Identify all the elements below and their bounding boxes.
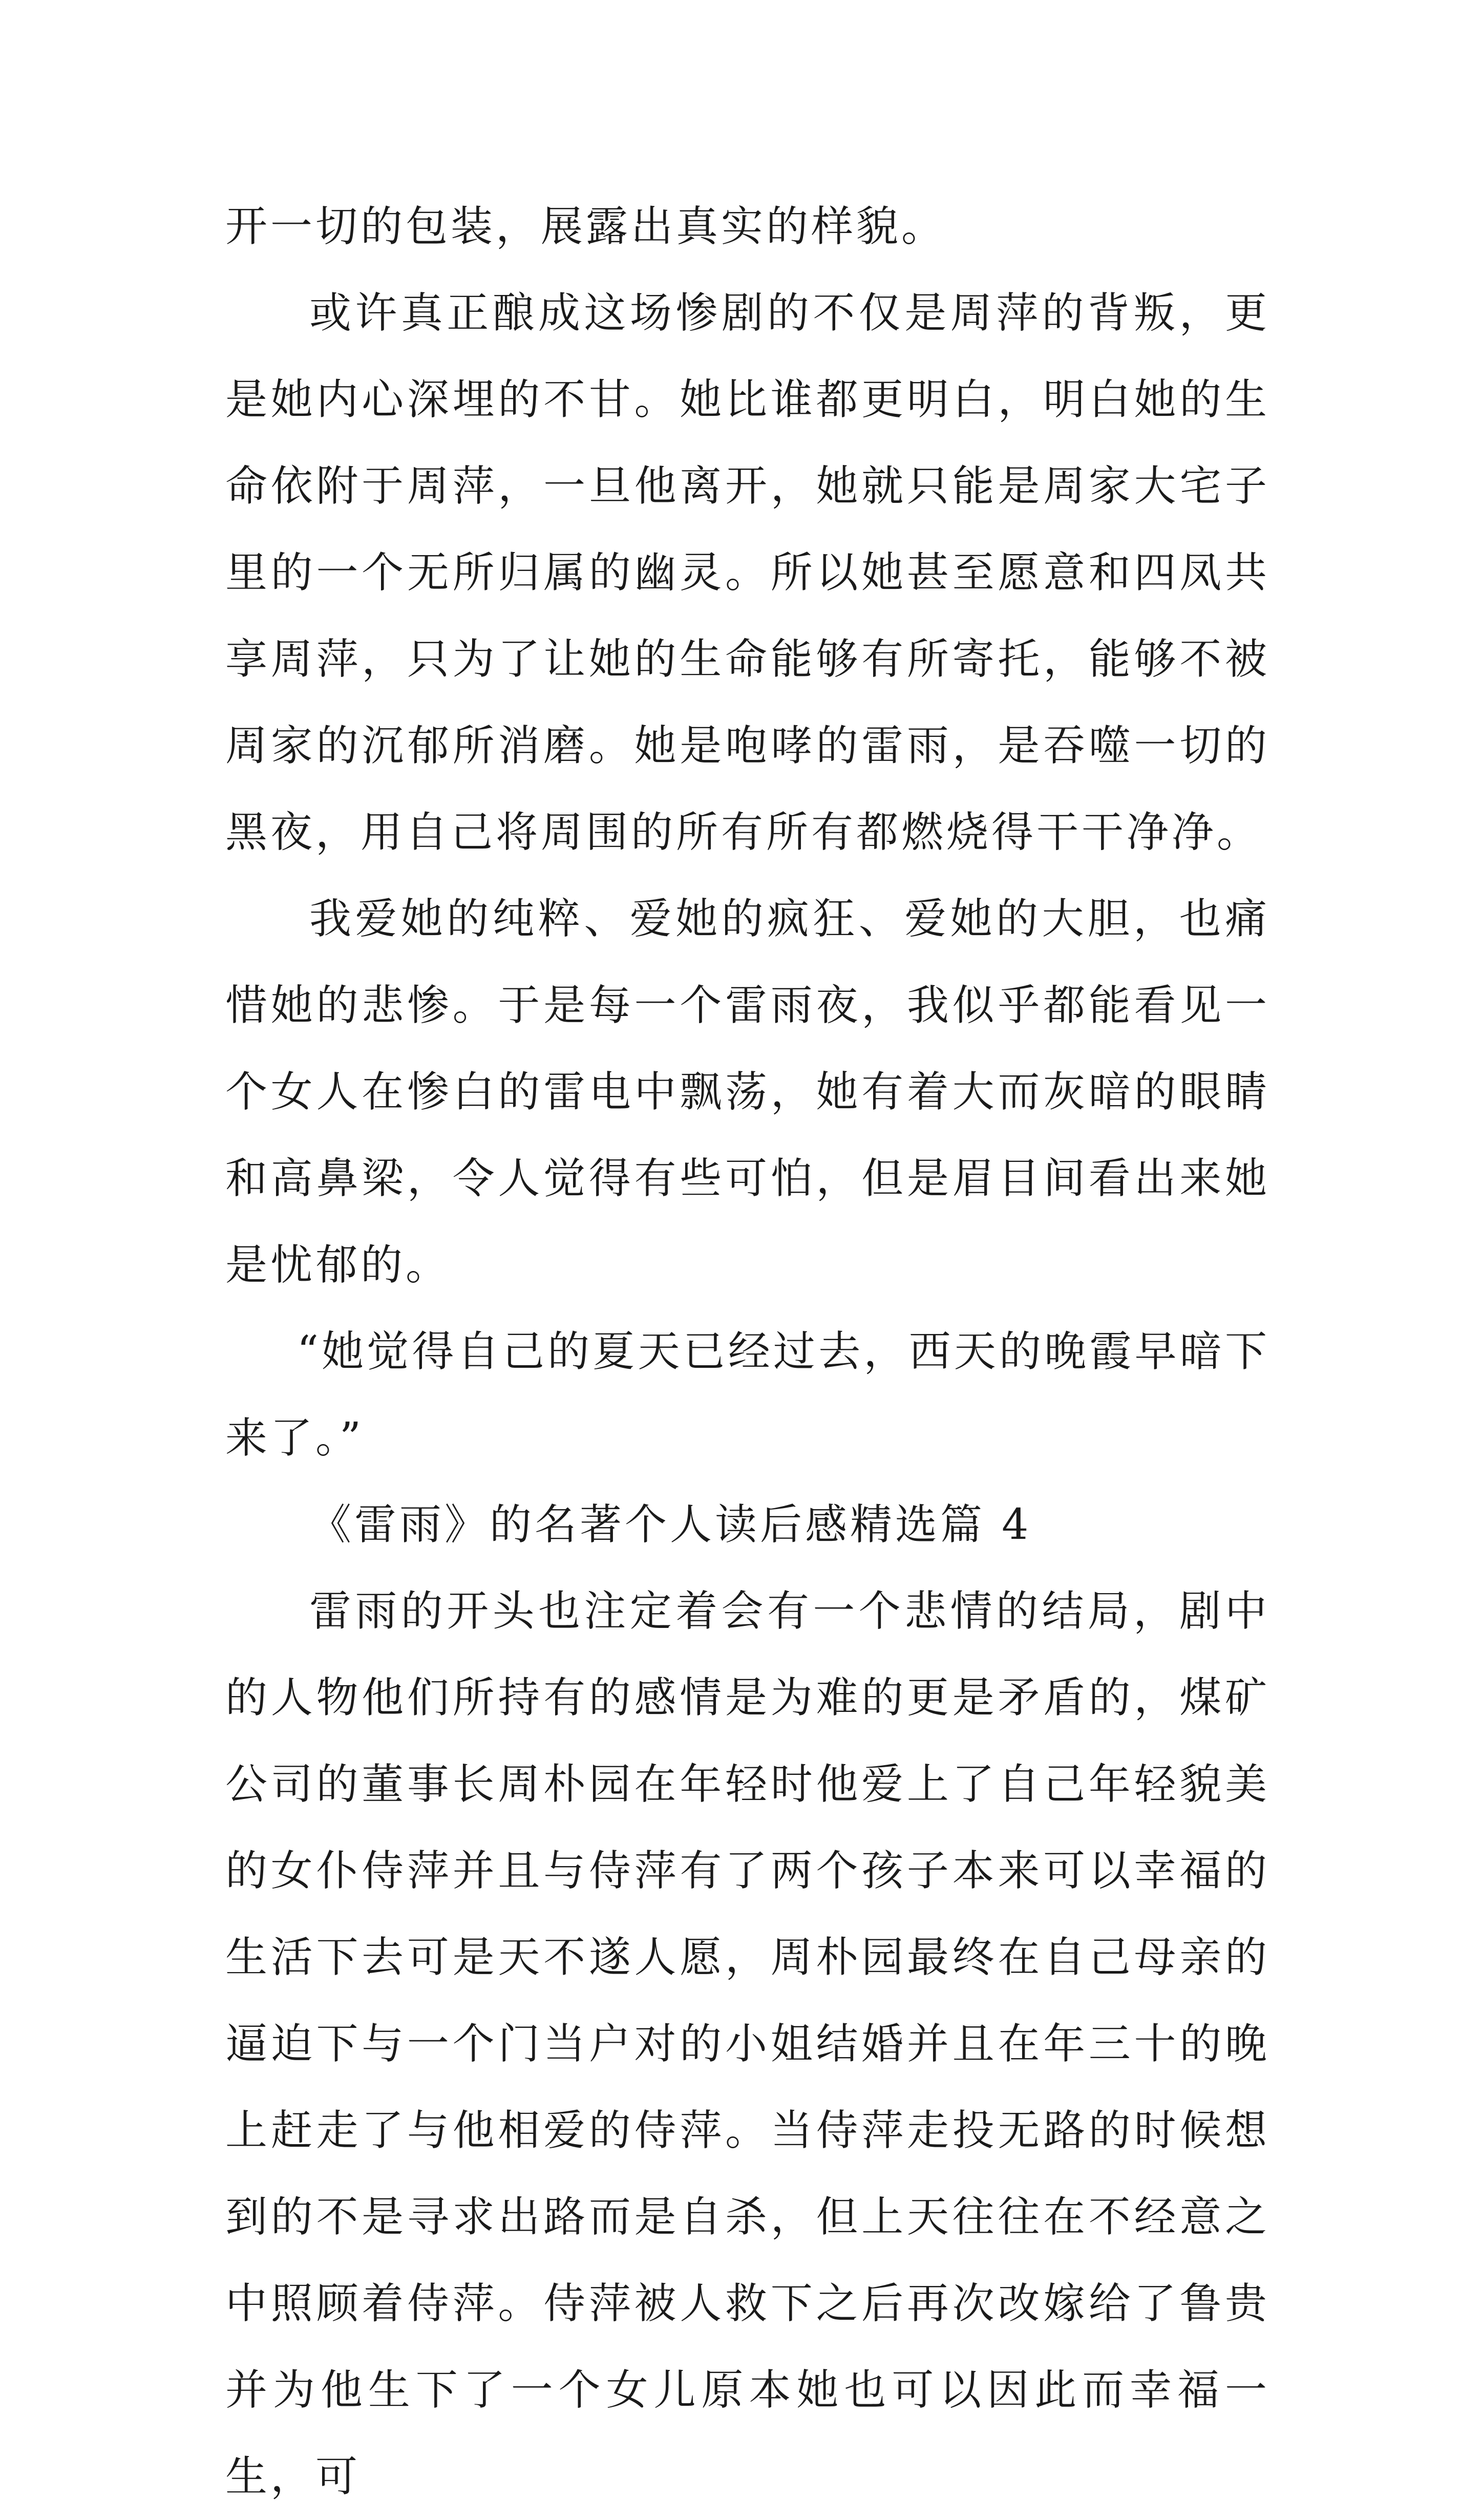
paragraph-body: 雷雨的开头也注定着会有一个悲情的结局，剧中的人物他们所持有的感情是为难的更是矛盾的，煤矿公司的董事长周朴园在年轻时他爱上了自己年轻貌美的女仆侍萍并且与侍萍有了两个孩子本来可以幸福的生活下去可是天不遂人愿，周朴园最终在自己母亲的逼迫下与一个门当户对的小姐结婚并且在年三十的晚上赶走了与他相爱的侍萍。当侍萍走投无路的时候想到的不是寻求出路而是自杀，但上天往往在不经意之中照顾着侍萍。侍萍被人救下之后再次改嫁给了鲁贵并为他生下了一个女儿原本她也可以因此而幸福一生，可 <box>225 1587 1270 2501</box>
paragraph-body: 我爱她的纯粹、爱她的疯狂、爱她的大胆，也痛惜她的悲惨。于是每一个雷雨夜，我似乎都能看见一个女人在惨白的雷电中飘荡，她有着大而灰暗的眼睛和高鼻梁，令人觉得有些可怕，但是眉目间看出来她是忧郁的。 <box>225 895 1270 1289</box>
paragraph-quote: “她觉得自己的夏天已经过去，西天的晚霞早暗下来了。” <box>225 1327 1270 1463</box>
paragraph-body: 或许真正酿成这场惨剧的不仅是周萍的背叛，更是她内心深埋的不甘。她比谁都更明白，明白她的生命依附于周萍，一旦他离开，她就只能是周家大宅子里的一个无所归属的幽灵。所以她甚至愿意和四凤共享周萍，只为了让她的生命能够有所寄托，能够不被周家的沉郁所消磨。她是咆哮的雷雨，是吞噬一切的黑夜，用自己将周围的所有所有都燃烧得干干净净。 <box>225 289 1270 857</box>
document-body <box>225 183 1270 2520</box>
section-heading: 《雷雨》的名著个人读后感精选篇 4 <box>309 1500 1032 1549</box>
paragraph-continuation: 开一切的包装，展露出真实的样貌。 <box>225 202 947 251</box>
